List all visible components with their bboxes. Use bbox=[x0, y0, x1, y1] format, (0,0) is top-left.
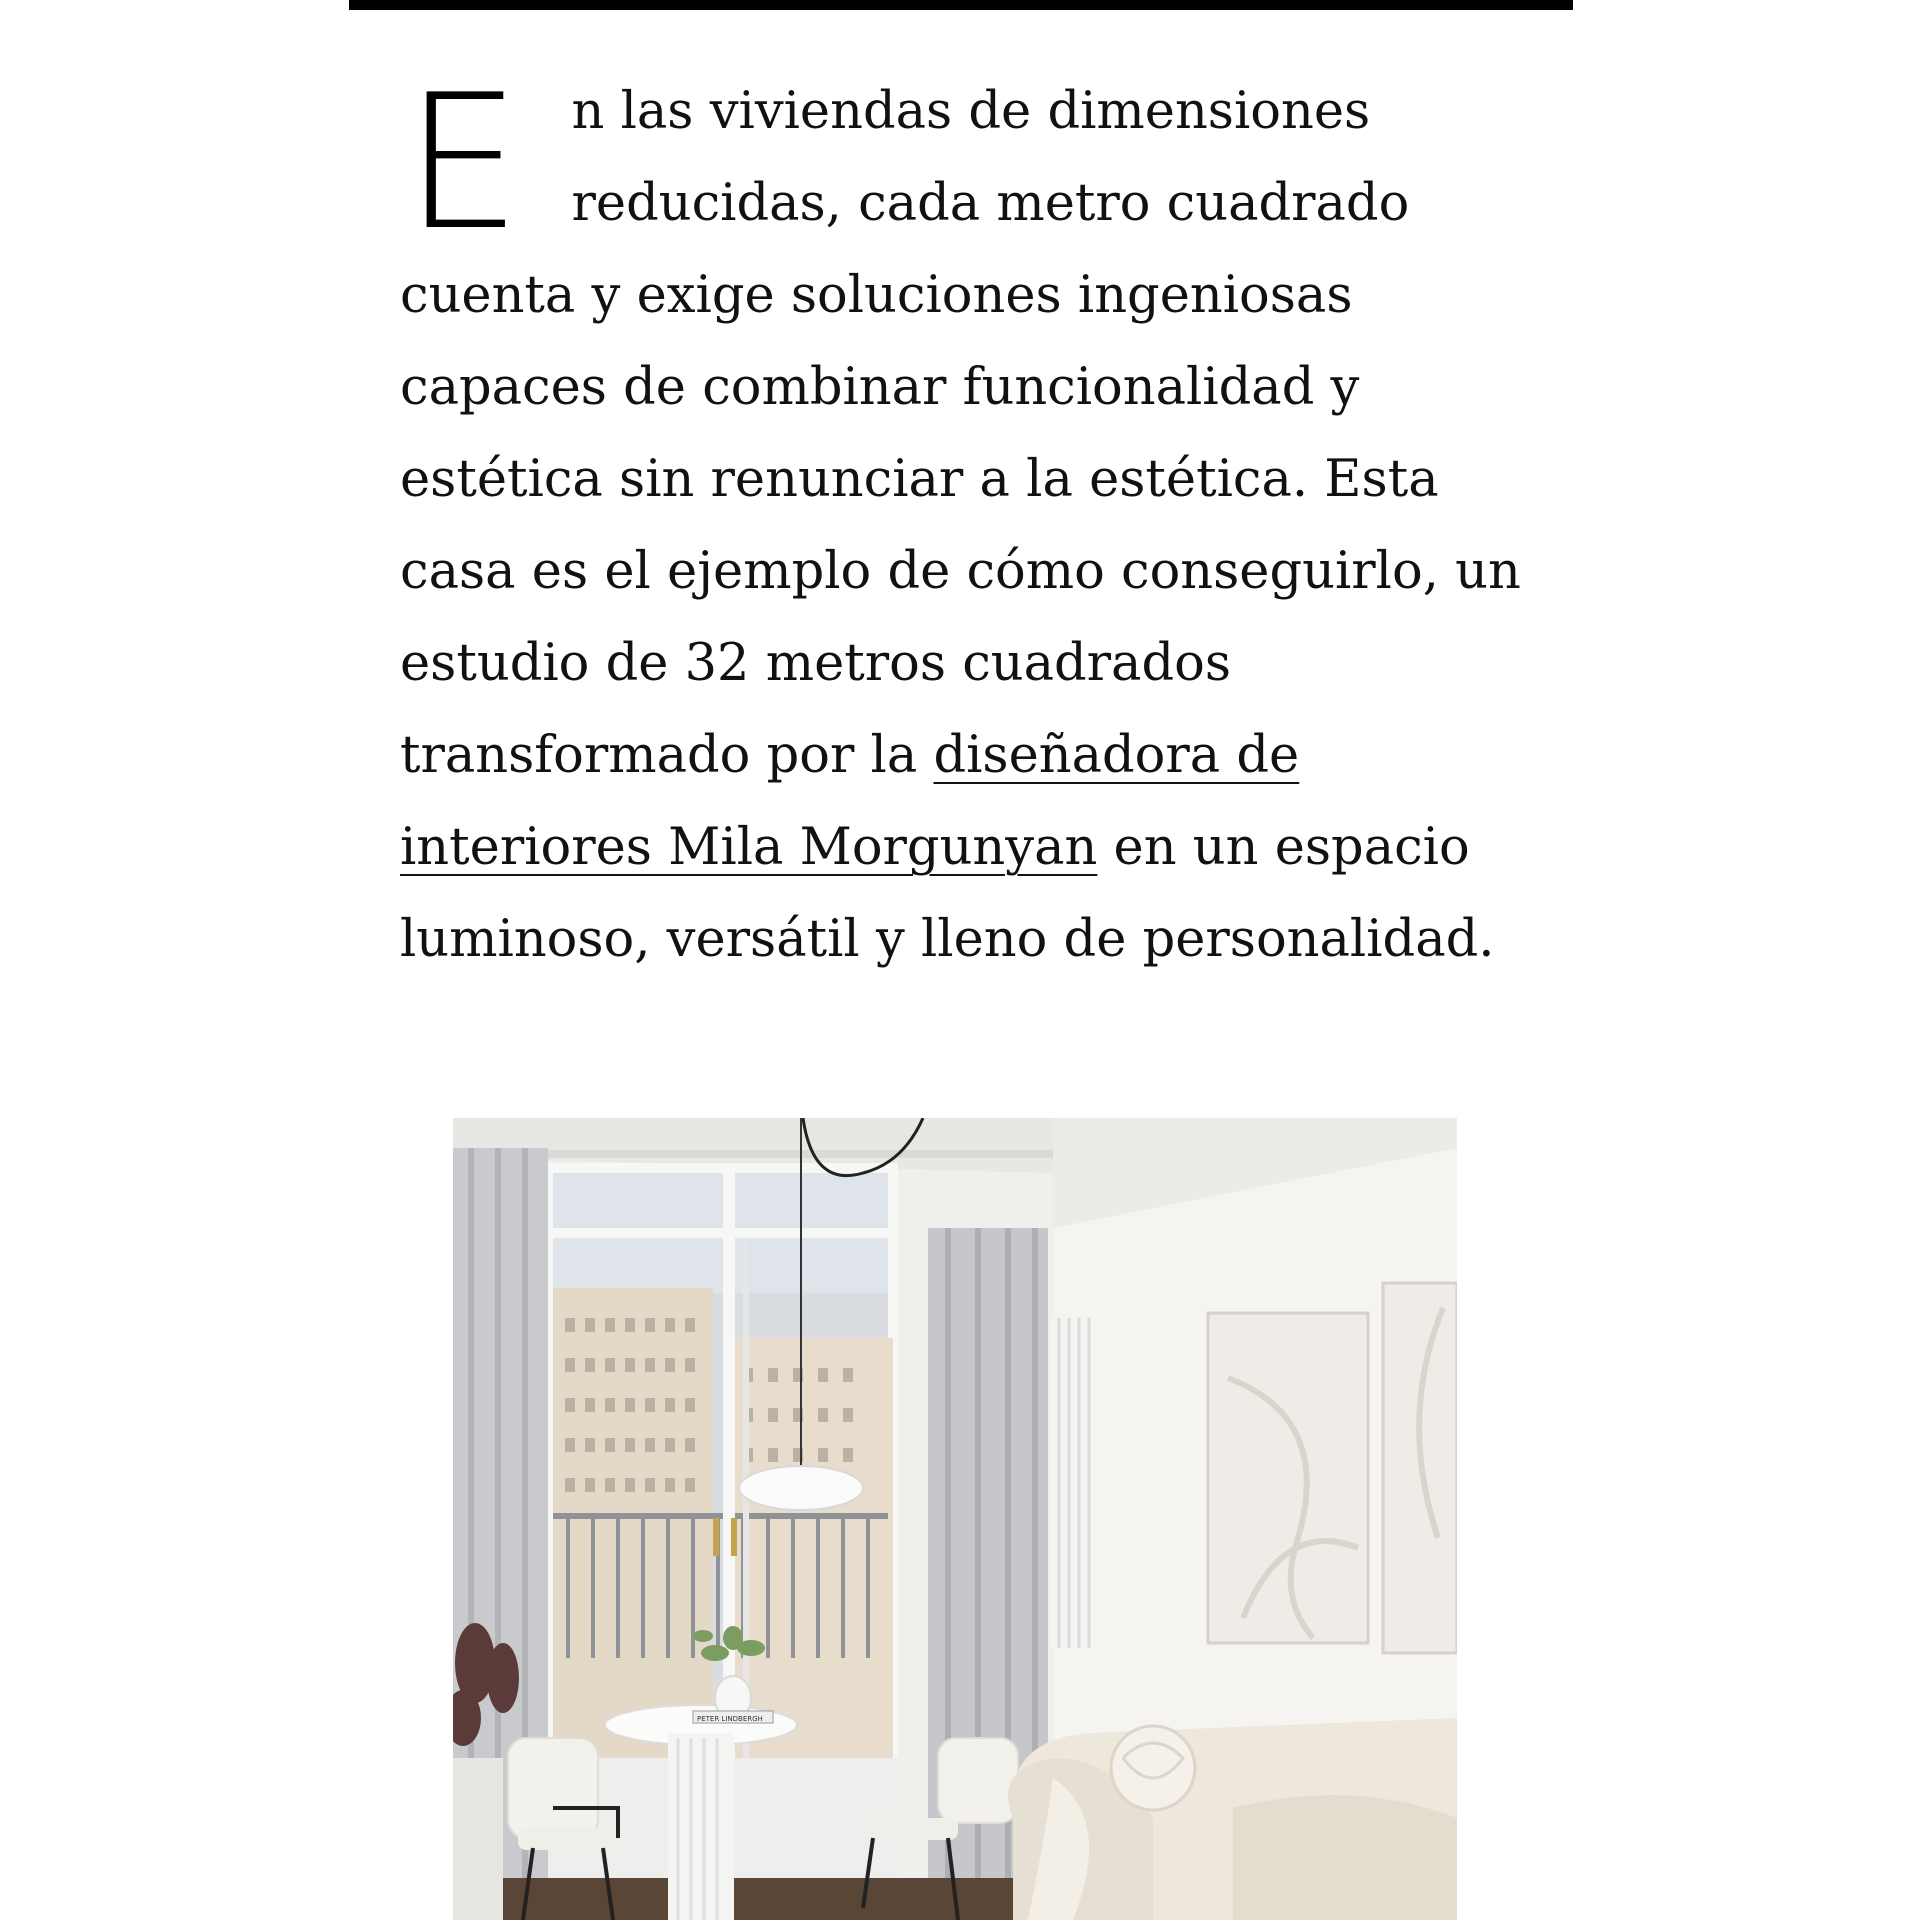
intro-paragraph bbox=[400, 54, 1540, 986]
paragraph-text-end: en un espacio luminoso, versátil y lleno de personalidad. bbox=[400, 818, 1495, 969]
top-divider bbox=[349, 0, 1573, 10]
interior-photo bbox=[453, 1118, 1457, 1920]
book-spine-text: PETER LINDBERGH bbox=[697, 1715, 763, 1723]
drop-cap: E bbox=[404, 54, 522, 271]
article-body bbox=[400, 54, 1540, 986]
designer-link[interactable]: diseñadora de interiores Mila Morgunyan bbox=[400, 726, 1300, 877]
paragraph-text-start: n las viviendas de dimensiones reducidas, cada metro cuadrado cuenta y exige soluciones ingeniosas capaces de combinar funcionalidad y estética sin renunciar a la estética. Esta casa es el ejemplo de cómo conseguirlo, un estudio de 32 metros cuadrados transformado por la bbox=[400, 82, 1521, 785]
